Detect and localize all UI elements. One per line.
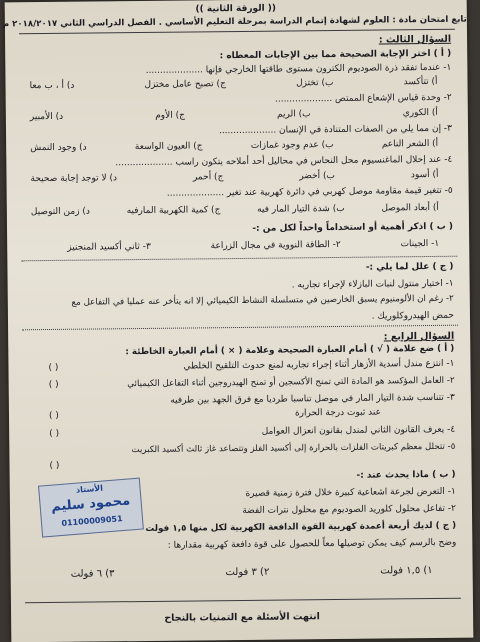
answer-box: ( ) — [49, 460, 60, 471]
stamp-title: الأستاذ — [75, 483, 104, 495]
q3-item-2-options — [30, 108, 438, 123]
option: د) لا توجد إجابة صحيحة — [30, 173, 118, 185]
exam-paper — [2, 0, 474, 642]
option: ٢) ٣ فولت — [225, 566, 270, 579]
divider — [21, 256, 457, 262]
footer-divider — [25, 598, 461, 604]
q4-b-label: ( ب ) ماذا يحدث عند :- — [356, 469, 456, 481]
footer-note: انتهت الأسئلة مع التمنيات بالنجاح — [164, 611, 320, 624]
q4-b-item-1: ١- التعرض لجرعة اشعاعية كبيرة خلال فترة زمنية قصيرة — [245, 486, 456, 499]
option: ب) عدم وجود غمازات — [250, 140, 334, 151]
answer-box: ( ) — [49, 428, 60, 439]
q3-item-1-options — [29, 77, 437, 92]
q3-item-4-options — [30, 170, 438, 185]
stamp-phone: 01100009051 — [61, 514, 123, 528]
option: أ) أبعاد الموصل — [381, 202, 439, 214]
q3-item-5: ٥- تتغير قيمة مقاومة موصل كهربي في دائرة كهربية عند تغير .................... — [166, 185, 453, 199]
option: أ) الشعر الناعم — [381, 138, 439, 150]
option: ج) تصبح عامل مختزل — [144, 79, 226, 90]
q4-c-options — [71, 565, 433, 580]
option: ب) شدة التيار المار فيه — [257, 203, 345, 215]
q3-title: السؤال الثالث : — [378, 33, 452, 46]
option: د) زمن التوصيل — [30, 206, 90, 218]
exam-header: تابع امتحان مادة : العلوم لشهادة إتمام الدراسة بمرحلة التعليم الأساسي . الفصل الدراسي الثاني ٢٠١٨/٢٠١٧ م — [2, 14, 467, 30]
option: ج) العيون الواسعة — [134, 141, 203, 153]
option: د) الأمبير — [29, 111, 64, 123]
option: أ) تتأكسد — [403, 76, 438, 88]
list-item: ٣- ثاني أكسيد المنجنيز — [67, 241, 151, 253]
option: ج) كمية الكهربية المارفيه — [126, 205, 221, 217]
q4-item-5: ٥- تتحلل معظم كبريتات الفلزات بالحرارة إلى أكسيد الفلز وتتصاعد غاز ثالث أكسيد الكبريت — [131, 441, 456, 456]
q3-item-1: ١- عندما تفقد ذرة الصوديوم الكترون مستوى طاقتها الخارجي فإنها .................... — [145, 62, 452, 76]
answer-box: ( ) — [48, 379, 59, 390]
q3-c-item-2-cont: حمض الهيدروكلوريك . — [371, 310, 455, 322]
option: ج) الأوم — [155, 110, 185, 121]
q3-item-5-options — [31, 203, 439, 218]
q3-c-label: ( ج ) علل لما يلي :- — [365, 261, 454, 273]
q4-item-4: ٤- يعرف القانون الثاني لمندل بقانون انعزال العوامل — [261, 424, 456, 437]
teacher-stamp — [38, 478, 144, 538]
answer-box: ( ) — [48, 362, 59, 373]
q4-c-question: وضح بالرسم كيف يمكن توصيلها معاً للحصول على قوة دافعة كهربية مقدارها : — [167, 537, 457, 551]
option: ب) الريم — [276, 109, 311, 120]
option: أ) أسود — [410, 169, 439, 181]
divider — [22, 325, 458, 331]
q3-c-item-1: ١- اختيار منتول لنبات البازلاء لإجراء تجاربه . — [291, 278, 454, 291]
q3-b-label: ( ب ) اذكر أهمية أو استخداماً واحداً لكل من :- — [252, 221, 454, 234]
q3-a-label: ( أ ) اختر الإجابة الصحيحة مما بين الإجابات المعطاه : — [219, 48, 452, 62]
stamp-name: محمود سليم — [50, 493, 131, 515]
q4-title: السؤال الرابع : — [383, 330, 455, 343]
q4-item-3-cont: عند ثبوت درجة الحرارة — [294, 407, 382, 419]
q4-b-item-2: ٢- تفاعل محلول كلوريد الصوديوم مع محلول نترات الفضة — [242, 503, 457, 516]
answer-box: ( ) — [48, 410, 59, 421]
q4-a-label: ( أ ) ضع علامة ( √ ) أمام العبارة الصحيحة وعلامة ( × ) أمام العبارة الخاطئة : — [125, 343, 455, 358]
q3-item-2: ٢- وحدة قياس الإشعاع الممتص .................... — [274, 92, 452, 105]
q3-item-3-options — [30, 139, 438, 154]
option: أ) الكوري — [402, 107, 438, 119]
option: د) أ ، ب معا — [29, 80, 75, 92]
q4-c-label: ( ج ) لديك أربعة أعمدة كهربية القوة الدافعة الكهربية لكل منها ١,٥ فولت — [145, 520, 457, 534]
option: ب) أخضر — [299, 170, 336, 182]
q3-c-item-2: ٢- رغم ان الألومنيوم يسبق الخارصين في متسلسلة النشاط الكيميائي إلا انه يتأخر عنه عمليا في التفاعل مع — [71, 293, 454, 308]
q4-item-1: ١- انتزع مندل أسدية الأزهار أثناء إجراء تجاربه لمنع حدوث التلقيح الخلطي — [183, 358, 455, 372]
q4-item-3: ٣- تتناسب شدة التيار المار في موصل تناسبا طرديا مع فرق الجهد بين طرفيه — [170, 392, 455, 406]
q3-item-4: ٤- عند إحلال الماغنسيوم محل النحاس في محاليل أحد أملاحه يتكون راسب .................... — [115, 154, 453, 169]
list-item: ٢- الطاقة النووية في مجال الزراعة — [210, 239, 341, 252]
option: د) وجود النمش — [30, 142, 87, 154]
option: ج) أحمر — [192, 172, 224, 183]
sheet-title: (( الورقة الثانية )) — [195, 3, 277, 15]
option: ١) ١,٥ فولت — [380, 564, 433, 577]
option: ٣) ٦ فولت — [70, 568, 115, 580]
q4-item-2: ٢- العامل المؤكسد هو المادة التي تمنح الأكسجين أو تمنح الهيدروجين أثناء التفاعل الكيميائي — [127, 375, 455, 390]
list-item: ١- الجينات — [400, 238, 440, 250]
q3-b-items — [67, 239, 439, 254]
q3-item-3: ٣- إن مما يلي من الصفات المتنادة في الإنسان .................... — [218, 123, 453, 137]
option: ب) تختزل — [296, 77, 334, 89]
